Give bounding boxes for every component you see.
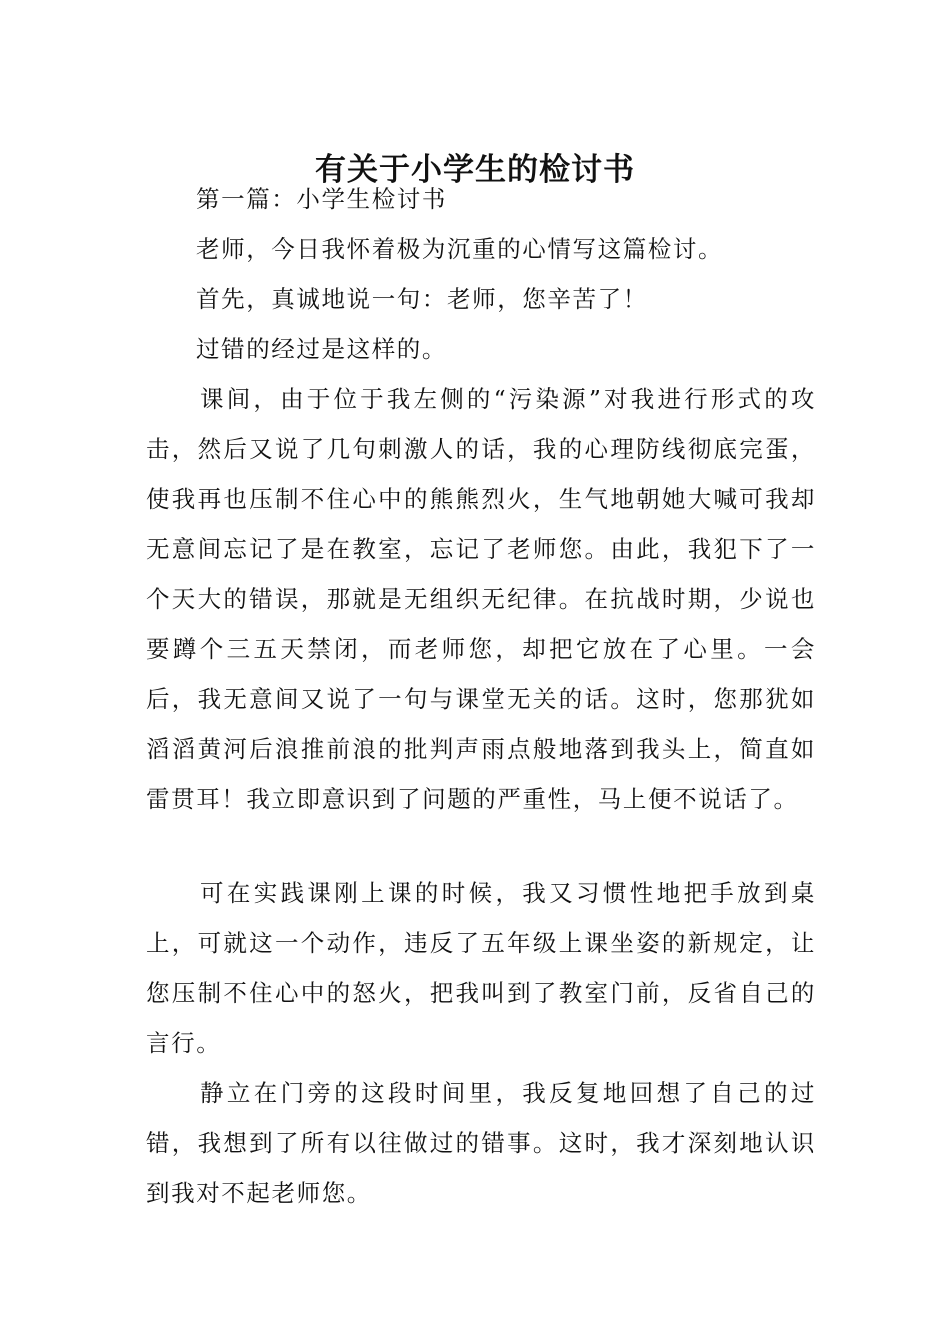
paragraph-greeting: 首先，真诚地说一句：老师，您辛苦了！ [196, 285, 648, 313]
paragraph-incident: 课间，由于位于我左侧的“污染源”对我进行形式的攻击，然后又说了几句刺激人的话，我的心理防线彻底完蛋，使我再也压制不住心中的熊熊烈火，生气地朝她大喊可我却无意间忘记了是在教室，忘记了老师您。由此，我犯下了一个天大的错误，那就是无组织无纪律。在抗战时期，少说也要蹲个三五天禁闭，而老师您，却把它放在了心里。一会后，我无意间又说了一句与课堂无关的话。这时，您那犹如滔滔黄河后浪推前浪的批判声雨点般地落到我头上，简直如雷贯耳！我立即意识到了问题的严重性，马上便不说话了。 [146, 385, 816, 813]
section-heading: 第一篇：小学生检讨书 [196, 185, 447, 213]
paragraph-intro: 过错的经过是这样的。 [196, 335, 447, 363]
paragraph-reflection: 静立在门旁的这段时间里，我反复地回想了自己的过错，我想到了所有以往做过的错事。这时，我才深刻地认识到我对不起老师您。 [146, 1079, 816, 1207]
document-title: 有关于小学生的检讨书 [315, 151, 635, 188]
paragraph-opening: 老师，今日我怀着极为沉重的心情写这篇检讨。 [196, 235, 724, 263]
paragraph-practice-class: 可在实践课刚上课的时候，我又习惯性地把手放到桌上，可就这一个动作，违反了五年级上课坐姿的新规定，让您压制不住心中的怒火，把我叫到了教室门前，反省自己的言行。 [146, 879, 816, 1057]
